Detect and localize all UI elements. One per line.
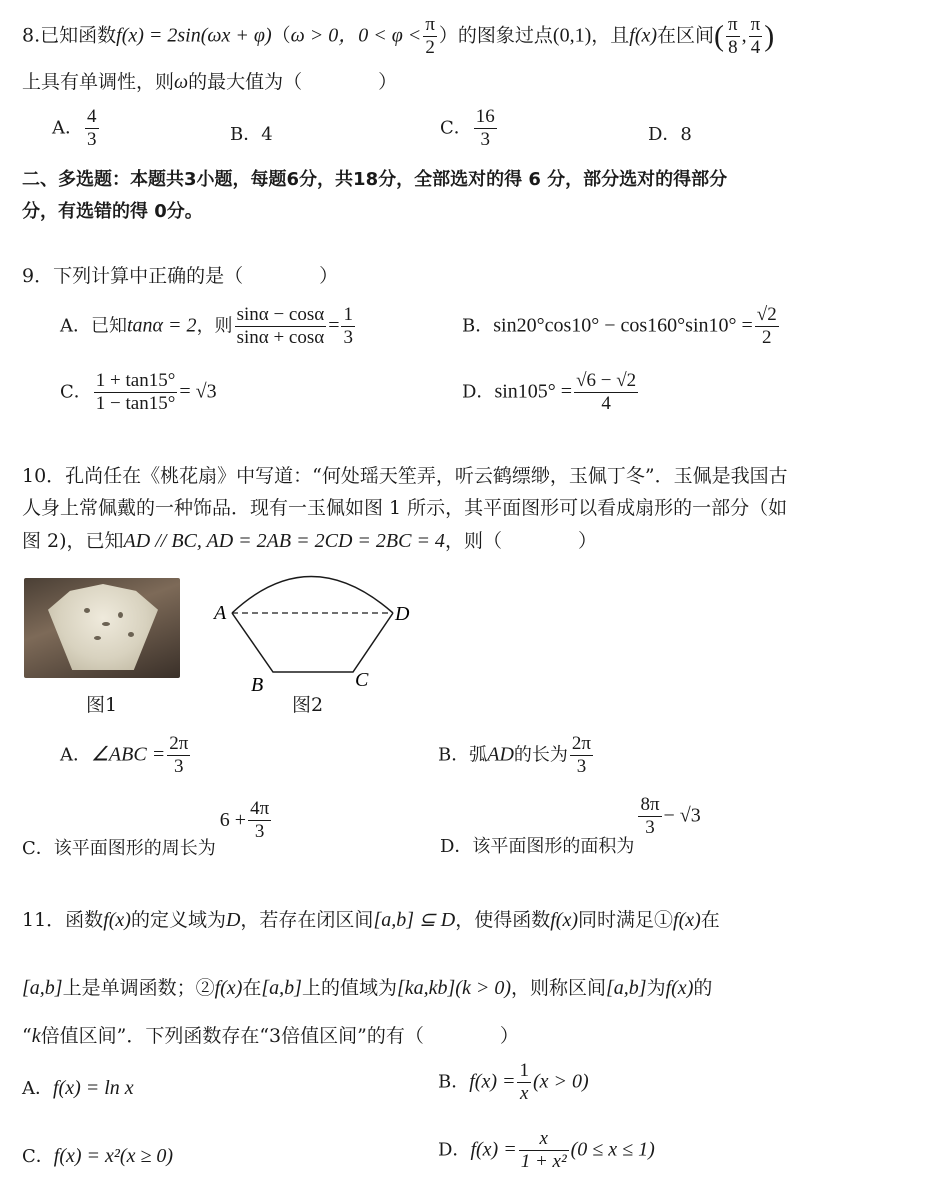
q9-option-b[interactable] [462,304,781,349]
q8-int-a-den: 8 [728,37,738,58]
q11-b-label: B． [438,1071,470,1093]
q10-d-den: 3 [645,817,655,838]
q11-d-den: 1 + x² [520,1151,567,1172]
q11-mid3: ，使得函数 [455,909,551,931]
q11-c-label: C． [22,1146,54,1167]
q11-d-pre: f(x) = [470,1138,517,1161]
q10-d-frac [638,794,661,839]
q9-a-num: sinα − cosα [236,304,325,325]
q11-domain: D [225,909,241,931]
q9-b-den: 2 [762,327,772,348]
figure2-caption: 图2 [292,694,324,716]
q10-line3 [22,527,597,555]
q10-line2: 人身上常佩戴的一种饰品．现有一玉佩如图 1 所示，其平面图形可以看成扇形的一部分（如 [22,497,788,519]
q11-l2-mid2: 在 [242,977,262,999]
q8-omega: ω [174,71,189,93]
q10-b-label: B．弧 [438,744,488,766]
q11-mid: 的定义域为 [130,909,226,931]
q9-a-cond: tanα = 2 [127,314,197,337]
q8-fx: f(x) [629,24,658,47]
q8-opt-a-den: 3 [87,129,97,150]
q9-c-frac [94,370,178,415]
q9-a-label: A．已知 [60,315,127,337]
q8-interval-a [726,14,740,59]
figure2-diagram [205,560,435,700]
q10-d-num: 8π [640,794,660,815]
q8-int-a-num: π [728,14,738,35]
q9-a-frac [235,304,327,349]
q8-int-sep: , [741,24,747,47]
jade-pendant-shape [48,584,158,670]
q8-line2-text: 上具有单调性，则 [22,71,175,93]
q11-fx-3: f(x) [673,909,701,931]
q9-d-den: 4 [601,393,611,414]
q10-c-frac [248,798,271,843]
q11-b-den: x [520,1083,529,1104]
q9-a-eq: = [328,314,340,337]
q11-d-num: x [519,1128,569,1151]
q8-opt-a-num: 4 [87,106,97,127]
q11-quote: “ [22,1025,32,1047]
q9-a-result [341,304,355,349]
q10-b-text: 的长为 [513,744,568,766]
q9-c-label: C． [60,381,92,403]
q11-l2-fx2: f(x) [665,977,694,999]
q10-option-a[interactable] [60,733,192,778]
section2-heading-line2: 分，有选错的得 0分。 [22,201,203,222]
q8-opt-c-label: C． [440,117,472,139]
q11-b-frac [517,1060,531,1105]
q11-fx: f(x) [103,909,131,931]
q11-b-pre: f(x) = [469,1070,516,1093]
q10-c-label: C．该平面图形的周长为 [22,837,216,859]
q11-l3-text: 倍值区间”．下列函数存在“3倍值区间”的有（ ） [40,1025,519,1047]
q8-option-c[interactable] [440,106,499,151]
carving-mark [94,636,101,640]
q8-opt-c-num: 16 [475,106,495,127]
q9-stem: 9．下列计算中正确的是（ ） [22,265,339,287]
q11-range: [ka,kb](k > 0) [396,977,511,999]
q11-interval-subset: [a,b] ⊆ D [373,909,456,931]
q10-a-label: A． [60,744,91,766]
q10-line3-pre: 图 2)，已知 [22,530,124,552]
q11-l2-end: 的 [693,977,713,999]
q11-l2-mid5: 为 [646,977,666,999]
label-C: C [355,669,369,691]
jade-pendant-photo [24,578,180,678]
q10-a-frac [167,733,190,778]
q8-opt-d-text: D．8 [648,124,692,145]
q10-a-expr: ∠ABC = [91,743,166,766]
q11-d-frac [519,1128,569,1173]
q10-c-pre: 6 + [219,808,247,831]
q11-end: 在 [700,909,720,931]
q8-interval-b [749,14,763,59]
q8-line1 [22,14,774,59]
q9-a-rden: 3 [343,327,353,348]
q9-b-label: B． [462,315,494,337]
q8-text2: ，且 [591,24,630,47]
q9-c-den: 1 − tan15° [95,393,176,414]
figure1-caption: 图1 [86,694,118,716]
q9-d-frac [574,370,638,415]
q10-a-den: 3 [174,756,184,777]
q9-b-num: √2 [756,304,777,325]
q9-b-expr: sin20°cos10° − cos160°sin10° = [493,314,753,337]
q10-b-num: 2π [571,733,591,754]
q10-d-tail: − √3 [663,804,701,827]
q11-option-c[interactable] [22,1142,173,1168]
q8-cond-num: π [425,14,435,35]
q10-option-d[interactable] [440,794,701,857]
q11-line2 [22,974,712,1002]
carving-mark [102,622,110,626]
q10-line3-tail: ，则（ ） [444,530,597,552]
q8-opt-a-frac [85,106,99,151]
q9-option-a[interactable] [60,304,357,349]
q9-d-label: D． [462,381,495,403]
q11-l2-mid4: ，则称区间 [510,977,606,999]
q11-option-b[interactable] [438,1060,589,1105]
q11-l2-ab: [a,b] [261,977,302,999]
q11-d-label: D． [438,1139,471,1161]
q10-a-num: 2π [169,733,189,754]
q11-mid4: 同时满足① [578,909,674,931]
q11-k: k [31,1025,41,1047]
q9-b-frac [755,304,779,349]
q11-l2-ab2: [a,b] [606,977,647,999]
q11-l2-mid: 上是单调函数；② [62,977,215,999]
q8-line2 [22,68,397,96]
q10-b-ad: AD [487,743,514,766]
q11-b-tail: (x > 0) [532,1070,589,1093]
q9-d-expr: sin105° = [494,380,573,403]
q8-int-b-num: π [750,14,761,35]
q9-c-num: 1 + tan15° [95,370,176,391]
q11-option-d[interactable] [438,1128,655,1173]
q11-b-num: 1 [519,1060,529,1081]
q9-c-eq: = √3 [179,380,217,403]
q11-pre: 11．函数 [22,909,104,931]
q8-opt-c-frac [474,106,497,151]
q8-open-paren: ( [714,19,725,53]
carving-mark [84,608,90,613]
q10-option-c[interactable] [22,798,273,859]
q8-close-paren: ) [764,19,775,53]
q10-c-den: 3 [254,821,265,842]
q11-a-expr: f(x) = ln x [53,1077,134,1099]
q8-opt-c-den: 3 [480,129,491,150]
label-D: D [395,603,410,625]
q11-fx-2: f(x) [550,909,578,931]
q11-c-expr: f(x) = x²(x ≥ 0) [53,1145,174,1167]
q8-option-d[interactable] [648,120,692,146]
q8-option-a[interactable] [52,106,101,151]
q8-condition: ω > 0，0 < φ < [290,24,422,47]
q10-line3-math: AD // BC, AD = 2AB = 2CD = 2BC = 4 [123,530,445,552]
q8-option-b[interactable] [230,120,273,146]
q10-c-num: 4π [250,798,270,819]
q11-l2-fx: f(x) [214,977,243,999]
q9-option-d[interactable] [462,370,640,415]
q10-option-b[interactable] [438,733,595,778]
label-B: B [251,674,264,696]
q8-opt-a-label: A． [52,117,83,139]
q8-cond-den: 2 [425,37,435,58]
polyline-ABCD [232,613,393,672]
q8-text: ）的图象过点 [438,24,553,47]
q10-b-den: 3 [576,756,587,777]
label-A: A [214,602,227,624]
q8-function: f(x) = 2sin(ωx + φ) [116,24,272,47]
q8-line2-tail: 的最大值为（ ） [188,71,398,93]
q8-paren: （ [271,24,291,47]
q9-a-then: ，则 [196,315,233,337]
q11-a-label: A． [22,1078,53,1099]
q9-a-rnum: 1 [343,304,353,325]
q10-line1: 10．孔尚任在《桃花扇》中写道：“何处瑶天笙弄，听云鹤缥缈，玉佩丁冬”．玉佩是我国古 [22,465,788,487]
q11-ab: [a,b] [22,977,63,999]
q8-int-b-den: 4 [750,37,761,58]
q9-option-c[interactable] [60,370,217,415]
q8-stem-prefix: 8.已知函数 [22,24,117,47]
q11-d-tail: (0 ≤ x ≤ 1) [570,1138,655,1161]
q11-mid2: ，若存在闭区间 [240,909,374,931]
q11-line1 [22,906,720,934]
q9-a-den: sinα + cosα [236,327,325,348]
q11-l2-mid3: 上的值域为 [301,977,397,999]
arc-AD [232,577,393,614]
q8-cond-fraction [423,14,437,59]
q9-d-num: √6 − √2 [576,370,637,391]
carving-mark [128,632,134,637]
q8-opt-b-text: B．4 [230,124,273,145]
q8-text3: 在区间 [657,24,715,47]
q10-d-label: D．该平面图形的面积为 [440,835,635,857]
q10-b-frac [570,733,593,778]
q8-point: (0,1) [552,24,592,47]
section2-heading-line1: 二、多选题：本题共3小题，每题6分，共18分，全部选对的得 6 分，部分选对的得部分 [22,169,728,190]
q11-line3 [22,1022,519,1050]
q11-option-a[interactable] [22,1074,134,1100]
carving-mark [118,612,123,618]
